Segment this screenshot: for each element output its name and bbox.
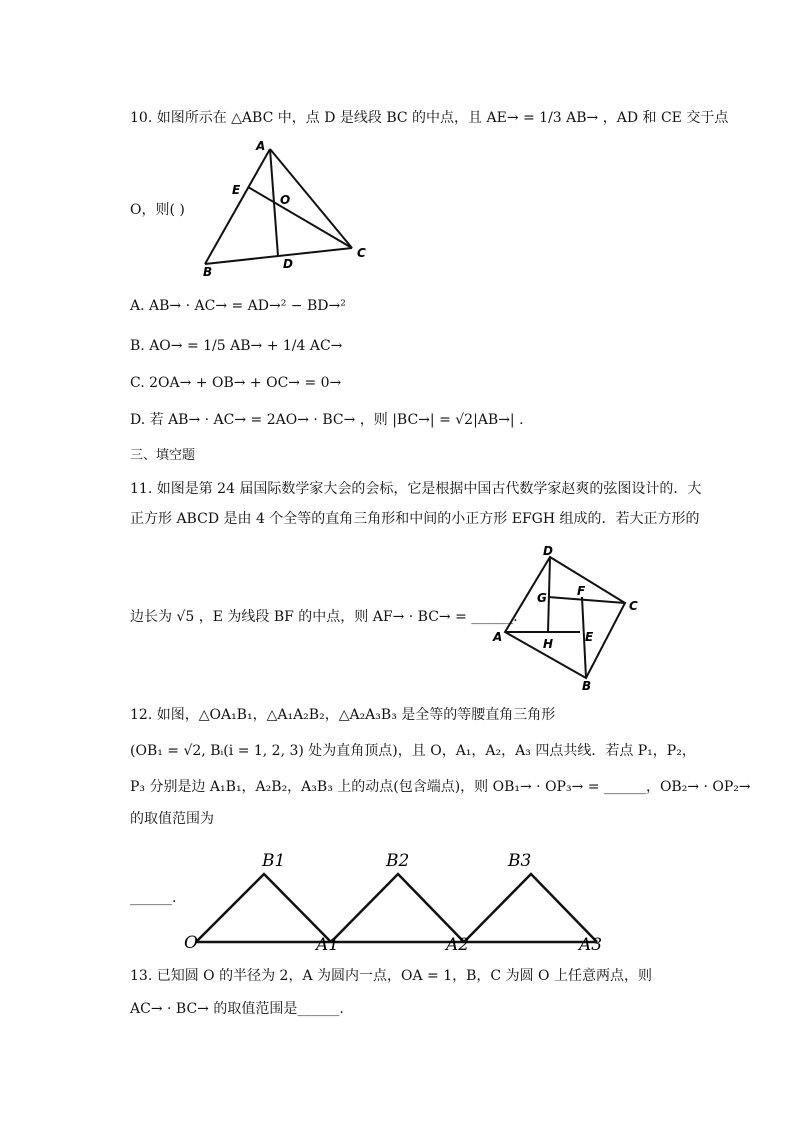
label-h: H xyxy=(543,637,554,651)
label-a3: A3 xyxy=(579,935,603,955)
inner-line-c xyxy=(548,597,625,603)
label-b: B xyxy=(582,679,592,693)
q12-line-3: P₃ 分别是边 A₁B₁，A₂B₂，A₃B₃ 上的动点(包含端点)，则 OB₁→ · OP₃→ = ______，OB₂→ · OP₂→ xyxy=(130,779,751,795)
label-f: F xyxy=(577,584,586,598)
q12-line-4: 的取值范围为 xyxy=(130,811,214,827)
label-b3: B3 xyxy=(508,851,532,871)
label-a: A xyxy=(493,630,503,644)
label-a: A xyxy=(256,139,266,153)
q13-line-2: AC→ · BC→ 的取值范围是______. xyxy=(130,1001,344,1017)
q10-option-c: C. 2OA→ + OB→ + OC→ = 0→ xyxy=(130,375,342,391)
side-ab xyxy=(205,149,270,264)
triangle-1 xyxy=(196,874,331,942)
q10-option-d: D. 若 AB→ · AC→ = 2AO→ · BC→ ，则 |BC→| = √2|AB→| . xyxy=(130,412,524,428)
label-a2: A2 xyxy=(446,935,470,955)
triangle-3 xyxy=(464,874,597,942)
q12-line-2: (OB₁ = √2, Bᵢ(i = 1, 2, 3) 处为直角顶点)，且 O，A₁，A₂，A₃ 四点共线．若点 P₁，P₂， xyxy=(130,743,696,759)
label-d: D xyxy=(543,544,553,558)
label-e: E xyxy=(232,183,241,197)
label-b1: B1 xyxy=(262,851,286,871)
section-title: 三、填空题 xyxy=(130,448,196,463)
q10-stem: 10. 如图所示在 △ABC 中，点 D 是线段 BC 的中点，且 AE→ = 1/3 AB→ ，AD 和 CE 交于点 xyxy=(130,110,729,126)
q12-line-1: 12. 如图，△OA₁B₁，△A₁A₂B₂，△A₂A₃B₃ 是全等的等腰直角三角形 xyxy=(130,707,556,723)
q10-triangle-figure xyxy=(195,138,375,278)
label-c: C xyxy=(357,246,366,260)
label-c: C xyxy=(629,599,638,613)
q10-option-b: B. AO→ = 1/5 AB→ + 1/4 AC→ xyxy=(130,338,343,354)
triangle-2 xyxy=(331,874,464,942)
label-d: D xyxy=(283,257,293,271)
label-o: O xyxy=(280,193,291,207)
label-g: G xyxy=(537,591,547,605)
inner-line-d xyxy=(548,557,550,632)
label-e: E xyxy=(585,630,594,644)
q10-option-a: A. AB→ · AC→ = AD→² − BD→² xyxy=(130,298,346,314)
q12-line-5: ______. xyxy=(130,890,177,906)
segment-ce xyxy=(248,187,352,248)
label-b2: B2 xyxy=(386,851,410,871)
q10-stem-2: O，则( ) xyxy=(130,202,185,218)
q11-line-3: 边长为 √5 ，E 为线段 BF 的中点，则 AF→ · BC→ = ______． xyxy=(130,609,528,625)
label-a1: A1 xyxy=(316,935,340,955)
q13-line-1: 13. 已知圆 O 的半径为 2，A 为圆内一点，OA = 1，B，C 为圆 O 上任意两点，则 xyxy=(130,968,652,984)
q11-line-2: 正方形 ABCD 是由 4 个全等的直角三角形和中间的小正方形 EFGH 组成的．若大正方形的 xyxy=(130,511,700,527)
label-o: O xyxy=(184,933,198,953)
q12-triangles-figure xyxy=(180,845,610,955)
label-b: B xyxy=(203,265,213,279)
q11-line-1: 11. 如图是第 24 届国际数学家大会的会标，它是根据中国古代数学家赵爽的弦图设计的．大 xyxy=(130,481,702,497)
